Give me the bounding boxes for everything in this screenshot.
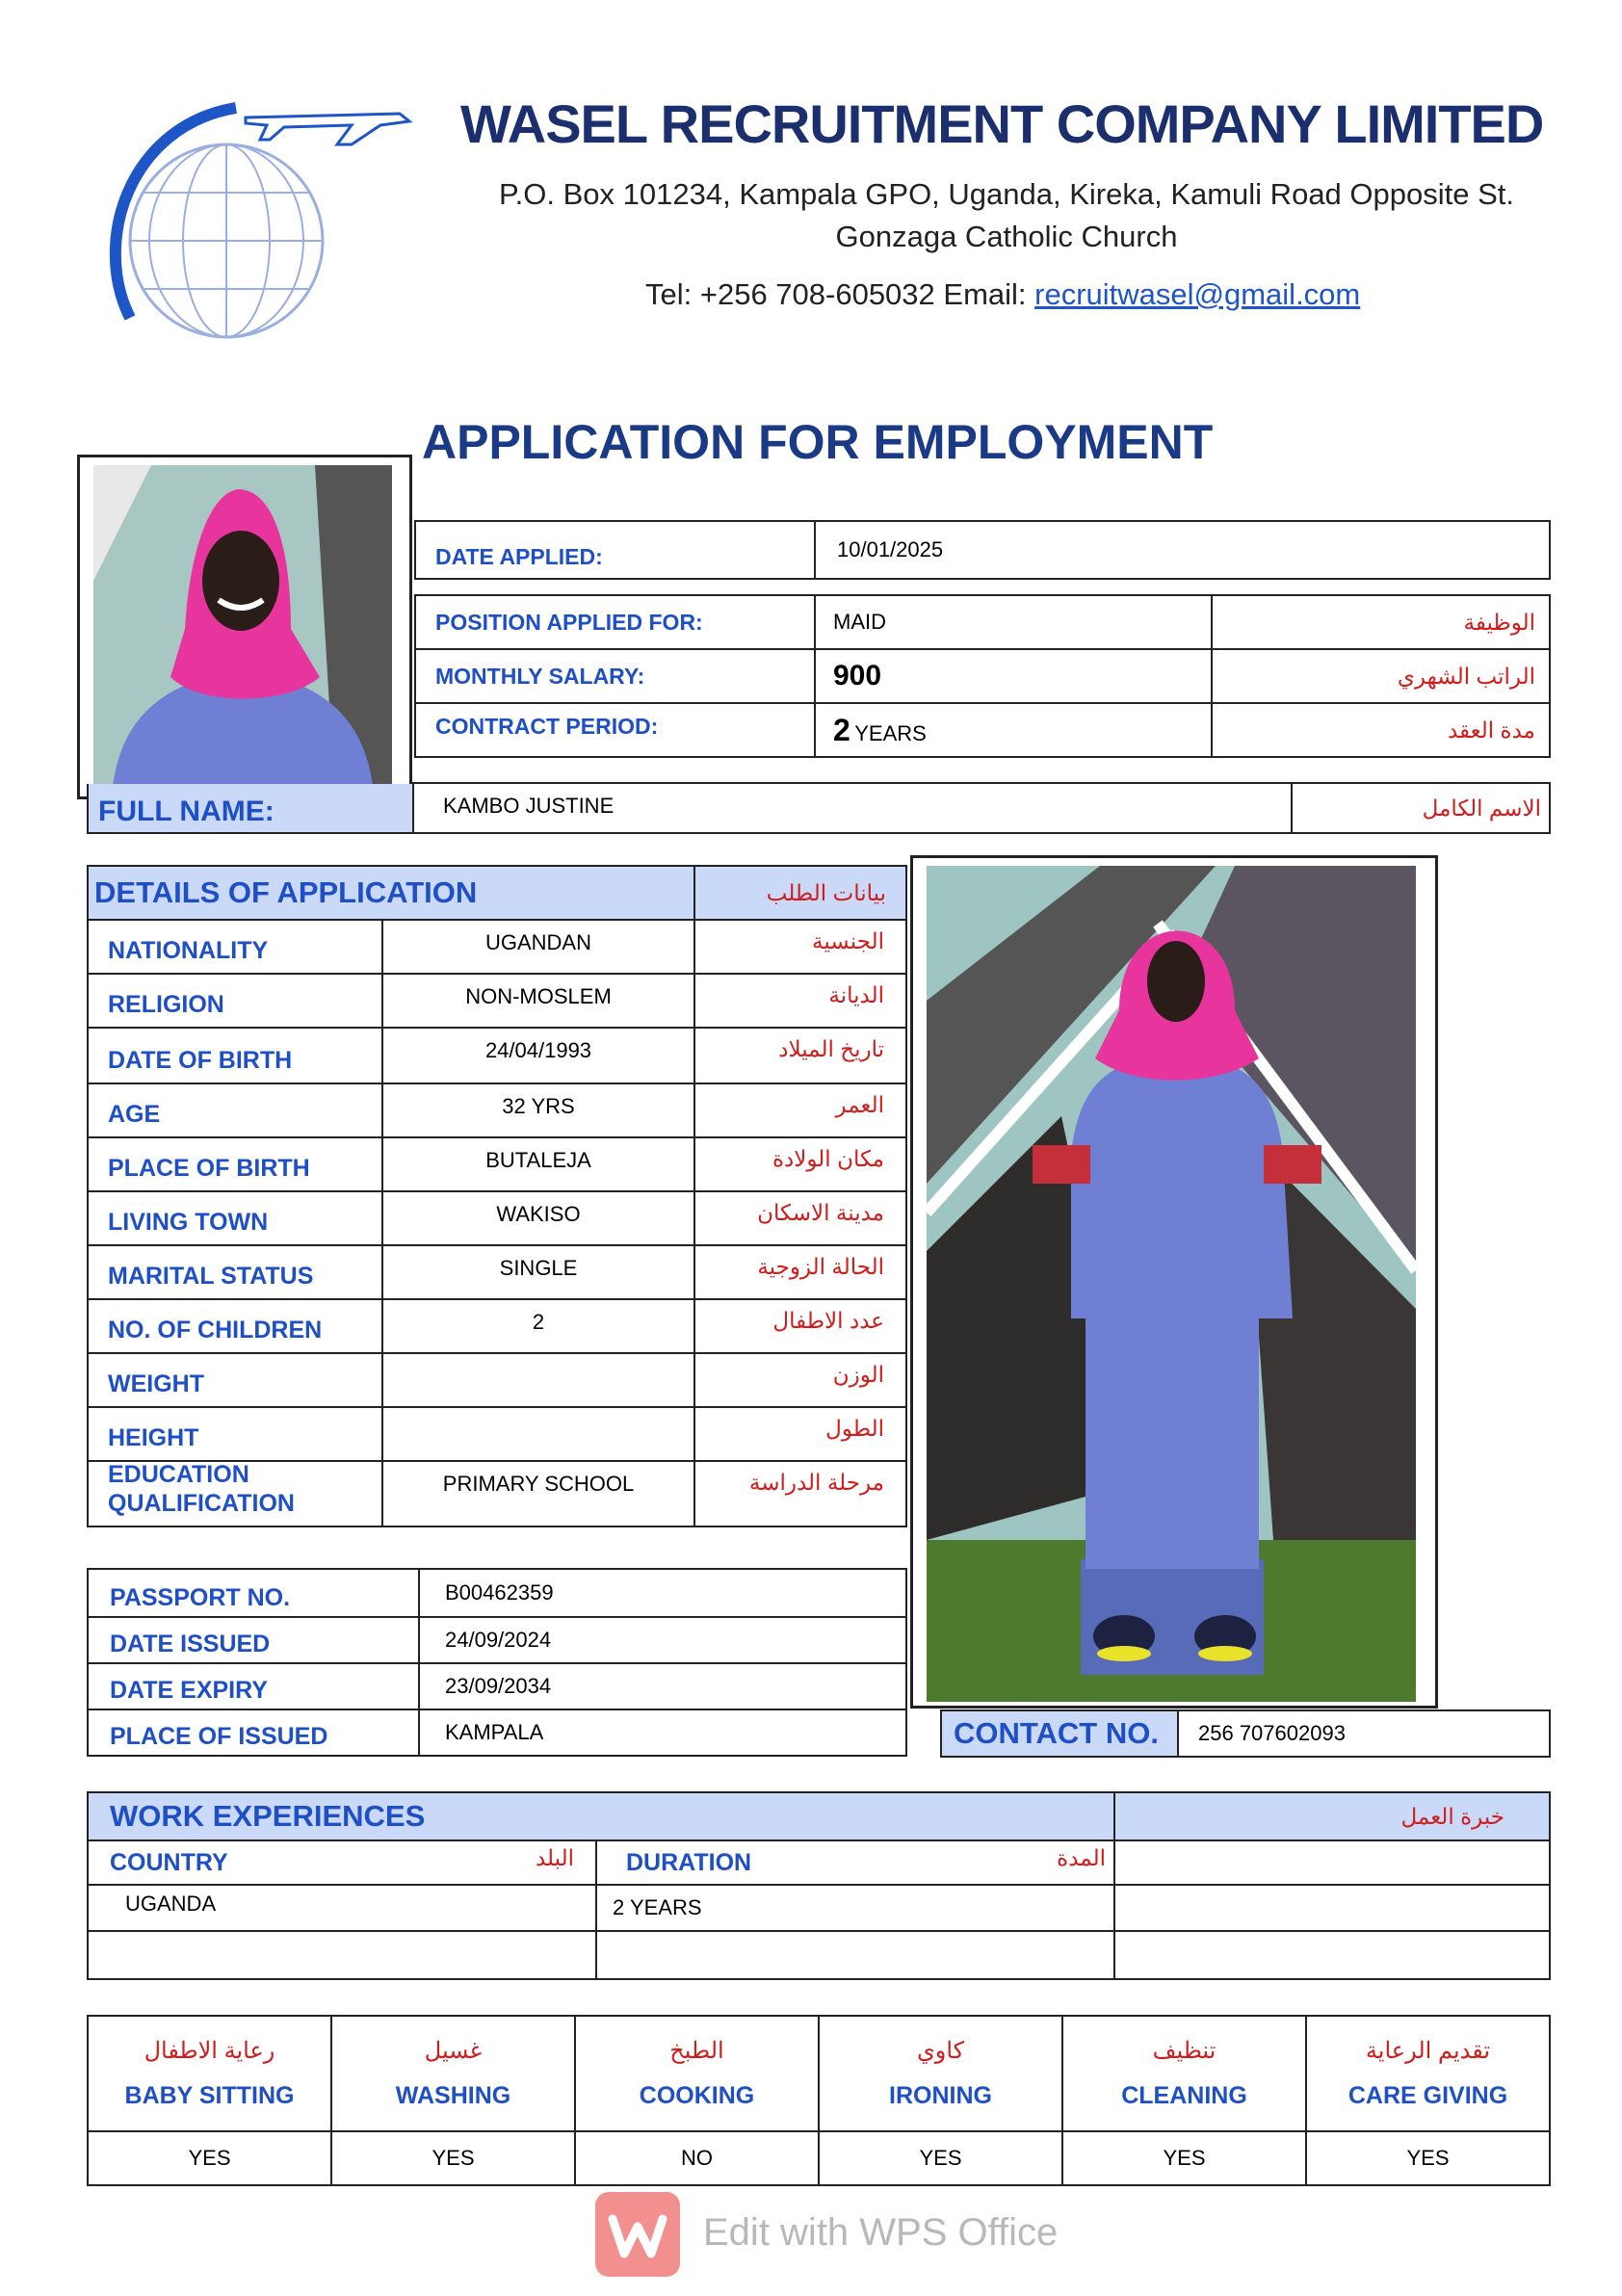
- details-arabic: الطول: [825, 1416, 884, 1441]
- skill-value-cell: [575, 2131, 819, 2185]
- skill-label: COOKING: [639, 2082, 755, 2109]
- date-applied-value: 10/01/2025: [837, 537, 944, 561]
- details-value: UGANDAN: [484, 930, 591, 954]
- globe-airplane-logo-icon: [92, 96, 419, 366]
- skill-value-cell: [1062, 2131, 1306, 2185]
- details-value: NON-MOSLEM: [465, 984, 612, 1008]
- details-label: WEIGHT: [108, 1370, 204, 1397]
- details-row: [88, 1028, 906, 1083]
- details-label: HEIGHT: [108, 1424, 199, 1451]
- skills-table: [87, 2015, 1551, 2186]
- work-table-wrap: [87, 1791, 1551, 1980]
- skill-value-cell: [331, 2131, 575, 2185]
- work-title: WORK EXPERIENCES: [110, 1799, 426, 1833]
- passport-row: [88, 1709, 906, 1756]
- details-title-arabic: بيانات الطلب: [766, 879, 886, 905]
- details-label: PLACE OF BIRTH: [108, 1155, 310, 1182]
- details-label: DATE OF BIRTH: [108, 1047, 293, 1074]
- work-title-arabic: خبرة العمل: [1400, 1803, 1504, 1829]
- full-body-photo: [927, 866, 1416, 1702]
- skill-label: IRONING: [889, 2082, 992, 2109]
- contact-value: 256 707602093: [1198, 1721, 1346, 1745]
- work-row: [88, 1885, 1550, 1931]
- contract-value-unit: YEARS: [854, 720, 927, 745]
- skill-label: BABY SITTING: [124, 2082, 295, 2109]
- full-name-value: KAMBO JUSTINE: [443, 794, 615, 818]
- details-label: LIVING TOWN: [108, 1209, 269, 1236]
- skill-value: YES: [188, 2146, 231, 2170]
- skill-arabic: كاوي: [916, 2038, 965, 2064]
- document-title: APPLICATION FOR EMPLOYMENT: [422, 415, 1214, 469]
- details-label: MARITAL STATUS: [108, 1263, 314, 1290]
- work-duration-arabic: المدة: [1057, 1845, 1106, 1870]
- details-arabic: مدينة الاسكان: [757, 1200, 884, 1225]
- details-table-wrap: [87, 865, 907, 1527]
- portrait-photo-frame: [77, 455, 412, 799]
- full-name-arabic: الاسم الكامل: [1422, 795, 1541, 821]
- wps-logo-icon: [595, 2192, 680, 2277]
- company-contact: [645, 277, 1360, 312]
- skill-value-cell: [88, 2131, 331, 2185]
- details-arabic: الوزن: [832, 1362, 884, 1387]
- passport-value: KAMPALA: [445, 1720, 544, 1744]
- contract-arabic: مدة العقد: [1447, 717, 1535, 743]
- skill-arabic: تقديم الرعاية: [1365, 2038, 1491, 2064]
- details-row: [88, 1299, 906, 1353]
- company-logo: [92, 96, 419, 366]
- date-applied-label: DATE APPLIED:: [435, 544, 603, 569]
- passport-label: PLACE OF ISSUED: [110, 1723, 328, 1750]
- position-table: [414, 594, 1551, 758]
- passport-label: DATE EXPIRY: [110, 1677, 268, 1704]
- details-arabic: مرحلة الدراسة: [748, 1470, 884, 1495]
- skill-arabic: رعاية الاطفال: [144, 2038, 275, 2064]
- portrait-photo: [93, 465, 392, 787]
- details-value: SINGLE: [499, 1256, 578, 1280]
- details-row: [88, 1353, 906, 1407]
- skill-header-cell: [88, 2016, 331, 2131]
- details-row: [88, 1191, 906, 1245]
- full-name-label-cell: [87, 784, 414, 834]
- work-country-label: COUNTRY: [110, 1848, 228, 1876]
- details-value: PRIMARY SCHOOL: [442, 1472, 635, 1496]
- skill-arabic: الطبخ: [669, 2038, 724, 2064]
- position-value: MAID: [833, 610, 886, 634]
- skill-header-cell: [331, 2016, 575, 2131]
- skill-value: YES: [919, 2146, 962, 2170]
- passport-row: [88, 1663, 906, 1709]
- skill-header-cell: [819, 2016, 1062, 2131]
- details-row: [88, 1407, 906, 1461]
- work-country: UGANDA: [125, 1892, 217, 1916]
- passport-value: 24/09/2024: [445, 1628, 552, 1652]
- passport-rows: [88, 1569, 906, 1756]
- details-value: WAKISO: [496, 1202, 581, 1226]
- passport-table-wrap: [87, 1568, 907, 1757]
- company-email-link[interactable]: recruitwasel@gmail.com: [1034, 277, 1361, 311]
- full-name-label: FULL NAME:: [98, 796, 275, 827]
- contract-value-num: 2: [833, 712, 850, 747]
- passport-value: B00462359: [445, 1580, 554, 1605]
- work-table: [87, 1791, 1551, 1980]
- contract-label: CONTRACT PERIOD:: [435, 714, 659, 739]
- skill-label: CARE GIVING: [1347, 2082, 1508, 2109]
- details-arabic: مكان الولادة: [772, 1146, 884, 1171]
- details-row: [88, 974, 906, 1028]
- skill-value: YES: [432, 2146, 475, 2170]
- details-row: [88, 1461, 906, 1526]
- skill-value-cell: [819, 2131, 1062, 2185]
- skill-value: YES: [1163, 2146, 1206, 2170]
- work-rows: [88, 1885, 1550, 1979]
- work-duration: 2 YEARS: [613, 1895, 702, 1919]
- skill-arabic: غسيل: [424, 2038, 483, 2064]
- details-row: [88, 1083, 906, 1137]
- salary-value: 900: [833, 660, 882, 691]
- details-row: [88, 920, 906, 974]
- details-arabic: الجنسية: [812, 928, 884, 953]
- details-label: AGE: [108, 1101, 161, 1128]
- details-value: 24/04/1993: [484, 1038, 592, 1062]
- details-table: [87, 865, 907, 1527]
- wps-edit-link[interactable]: Edit with WPS Office: [703, 2211, 1059, 2254]
- details-arabic: عدد الاطفال: [772, 1308, 884, 1333]
- skills-table-wrap: [87, 2015, 1551, 2186]
- details-arabic: تاريخ الميلاد: [778, 1036, 884, 1061]
- skill-arabic: تنظيف: [1152, 2038, 1216, 2064]
- contact-table-wrap: [940, 1709, 1551, 1758]
- details-arabic: الديانة: [828, 982, 884, 1007]
- details-row: [88, 1245, 906, 1299]
- contact-table: [940, 1709, 1551, 1758]
- company-address: P.O. Box 101234, Kampala GPO, Uganda, Kireka, Kamuli Road Opposite St. Gonzaga Catholic Church: [498, 177, 1514, 253]
- details-row: [88, 1137, 906, 1191]
- skill-label: WASHING: [395, 2082, 511, 2109]
- contact-label: CONTACT NO.: [954, 1716, 1159, 1750]
- passport-label: PASSPORT NO.: [110, 1584, 291, 1611]
- skill-header-cell: [575, 2016, 819, 2131]
- details-rows: [88, 920, 906, 1526]
- passport-label: DATE ISSUED: [110, 1631, 271, 1657]
- details-arabic: الحالة الزوجية: [757, 1254, 884, 1279]
- details-label: RELIGION: [108, 991, 224, 1018]
- company-tel: Tel: +256 708-605032 Email:: [645, 277, 1035, 311]
- position-arabic: الوظيفة: [1463, 609, 1535, 635]
- skill-label: CLEANING: [1121, 2082, 1247, 2109]
- full-name-table: [412, 782, 1551, 834]
- salary-arabic: الراتب الشهري: [1397, 663, 1535, 689]
- position-label: POSITION APPLIED FOR:: [435, 609, 703, 635]
- skill-header-cell: [1306, 2016, 1550, 2131]
- passport-row: [88, 1569, 906, 1617]
- work-row: [88, 1931, 1550, 1979]
- skill-value-cell: [1306, 2131, 1550, 2185]
- passport-table: [87, 1568, 907, 1757]
- skill-value: YES: [1406, 2146, 1450, 2170]
- details-value: 32 YRS: [502, 1094, 575, 1118]
- date-applied-table: [414, 520, 1551, 580]
- details-arabic: العمر: [835, 1092, 884, 1117]
- skill-value: NO: [681, 2146, 713, 2170]
- company-name: WASEL RECRUITMENT COMPANY LIMITED: [460, 93, 1544, 154]
- full-body-photo-frame: [910, 855, 1438, 1709]
- work-country-arabic: البلد: [535, 1845, 574, 1870]
- details-title: DETAILS OF APPLICATION: [94, 875, 478, 909]
- passport-row: [88, 1617, 906, 1663]
- passport-value: 23/09/2034: [445, 1674, 552, 1698]
- work-duration-label: DURATION: [626, 1848, 752, 1876]
- details-label: EDUCATION QUALIFICATION: [108, 1461, 295, 1517]
- skill-header-cell: [1062, 2016, 1306, 2131]
- details-value: 2: [532, 1310, 545, 1334]
- details-label: NATIONALITY: [108, 937, 269, 964]
- details-label: NO. OF CHILDREN: [108, 1317, 323, 1344]
- details-value: BUTALEJA: [485, 1148, 591, 1172]
- salary-label: MONTHLY SALARY:: [435, 663, 645, 689]
